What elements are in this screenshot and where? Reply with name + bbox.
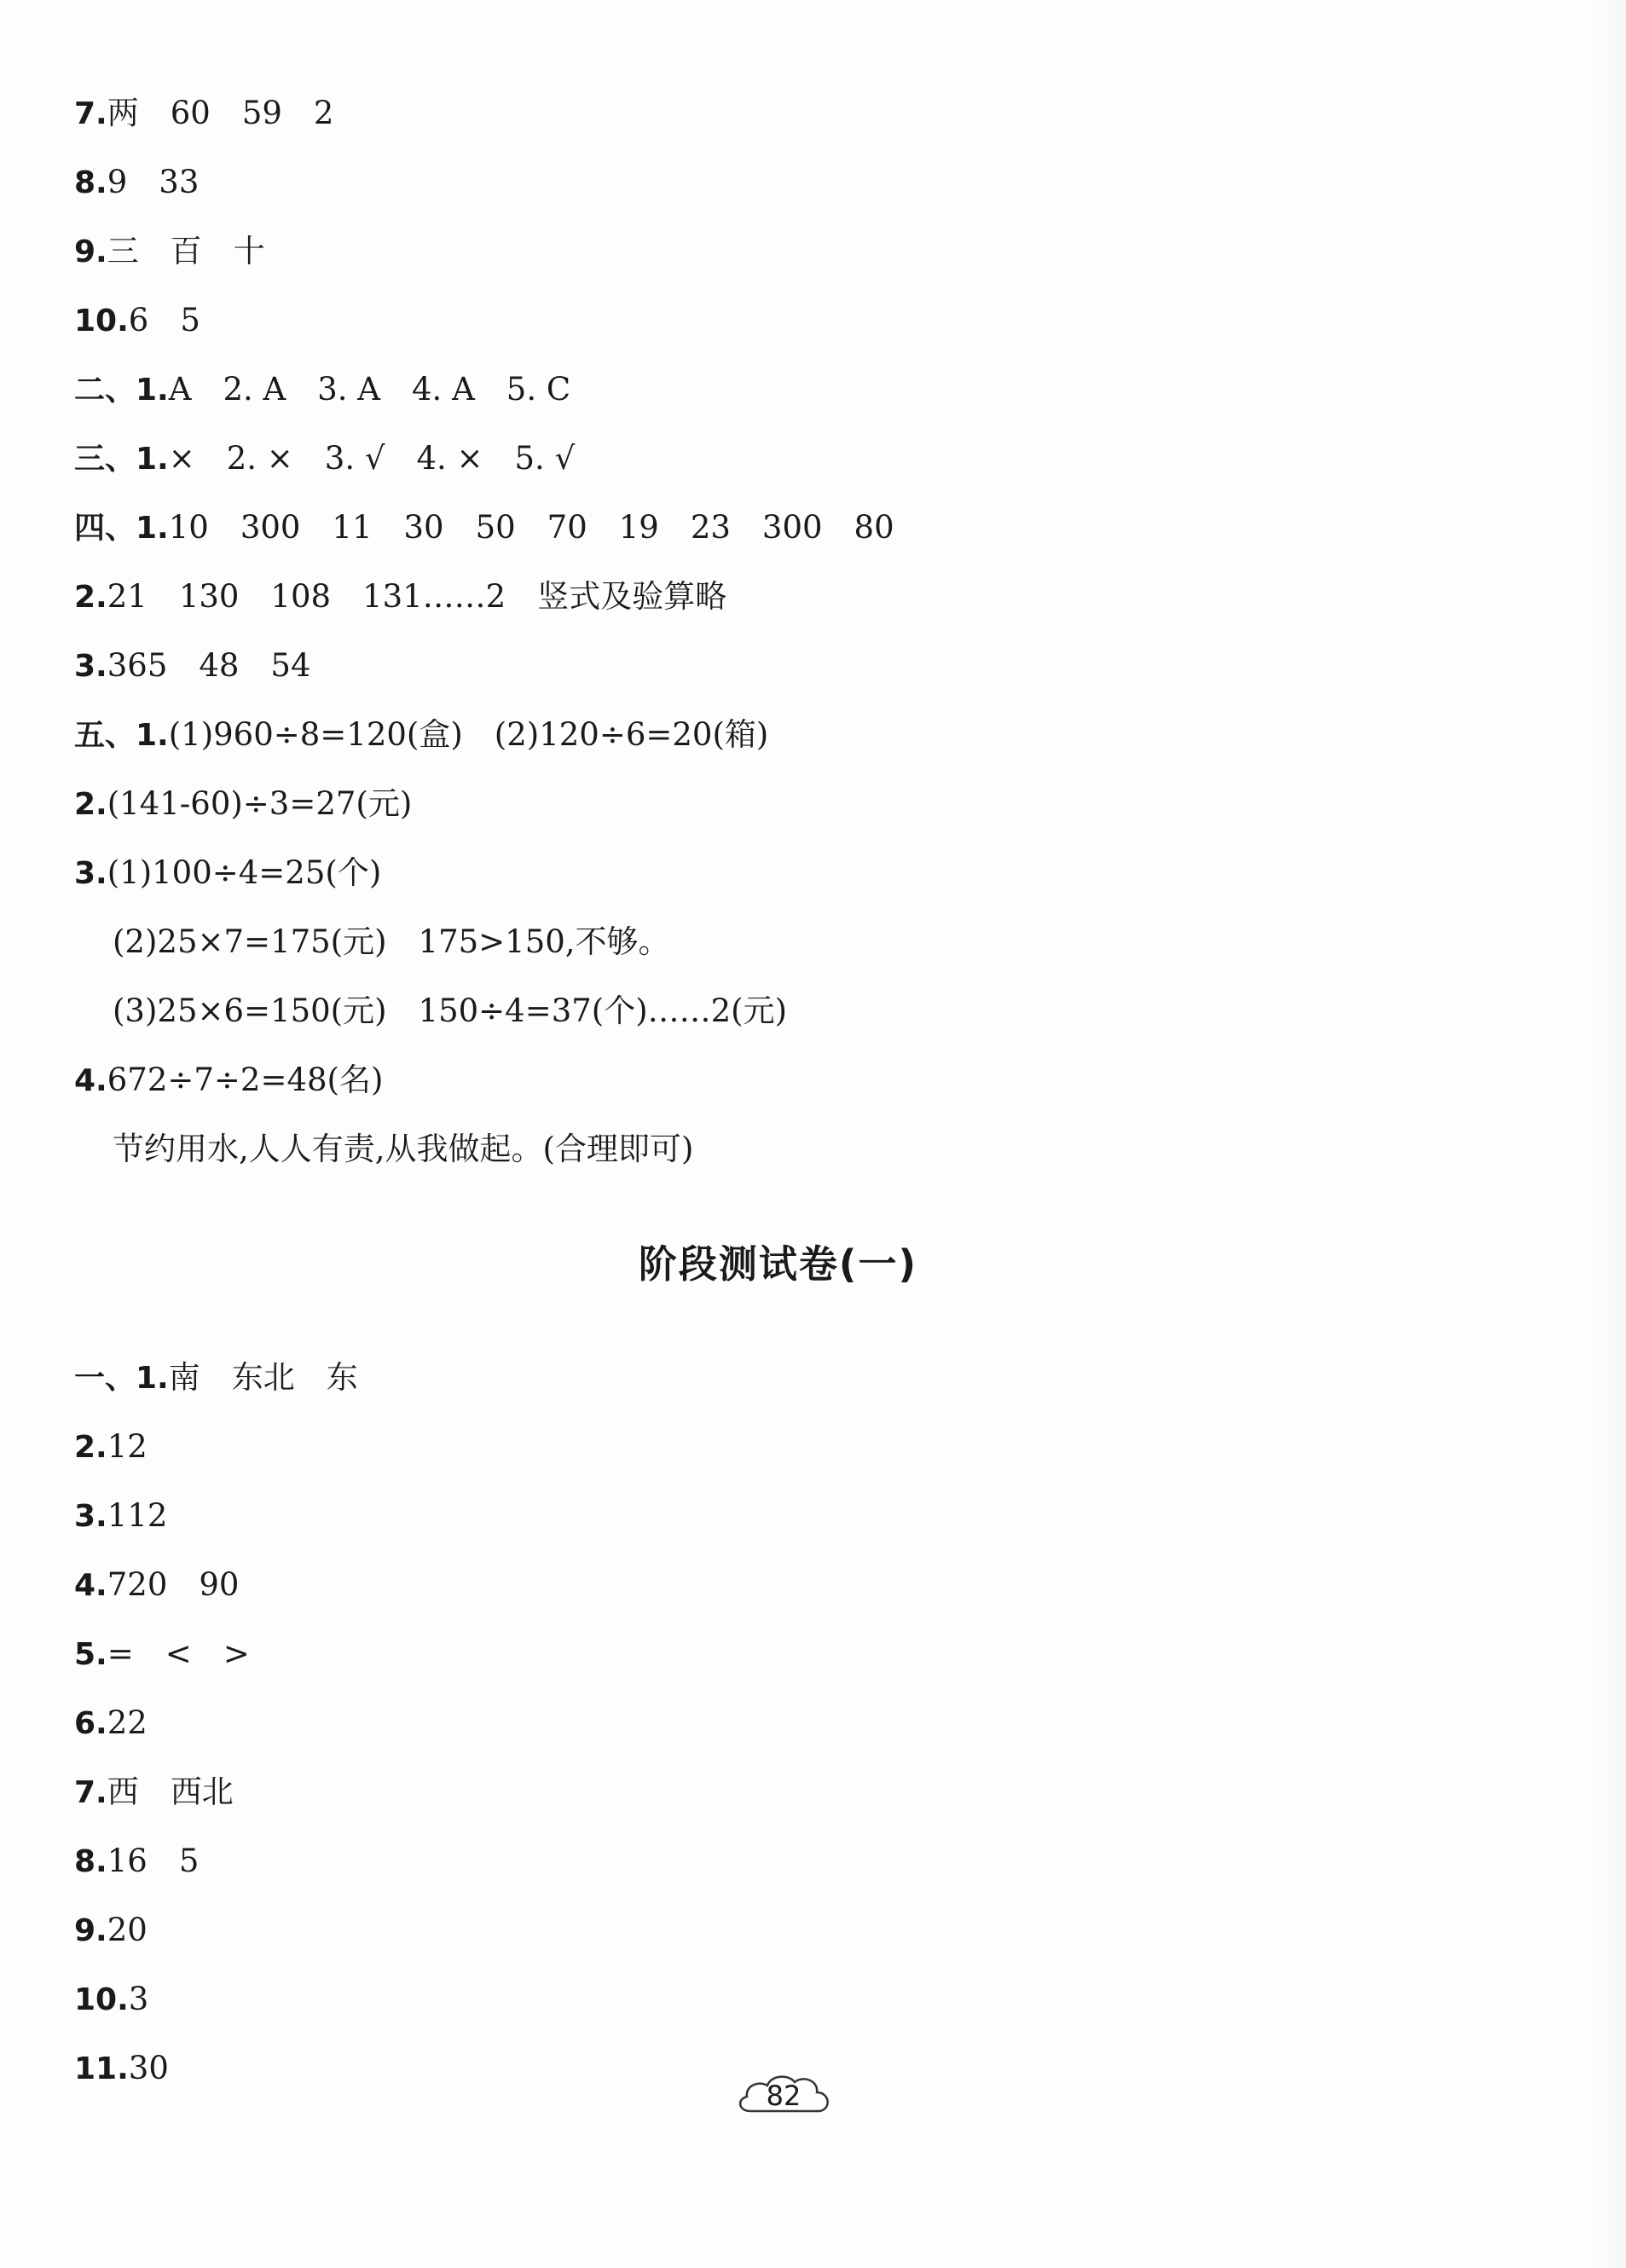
question-label: 7. bbox=[74, 96, 107, 131]
answer-text: 6 5 bbox=[128, 302, 200, 338]
question-label: 4. bbox=[74, 1063, 107, 1098]
answer-line bbox=[74, 571, 726, 622]
question-label: 3. bbox=[74, 1499, 107, 1534]
question-label: 6. bbox=[74, 1706, 107, 1741]
answer-text: (3)25×6=150(元) 150÷4=37(个)……2(元) bbox=[113, 992, 788, 1029]
question-label: 四、1. bbox=[74, 511, 169, 546]
question-label: 2. bbox=[74, 787, 107, 822]
answer-text: 672÷7÷2=48(名) bbox=[107, 1062, 384, 1098]
answer-text: 节约用水,人人有责,从我做起。(合理即可) bbox=[113, 1131, 694, 1167]
question-label: 五、1. bbox=[74, 718, 169, 753]
answer-text: 西 西北 bbox=[107, 1773, 234, 1810]
answer-line bbox=[113, 986, 787, 1037]
question-label: 5. bbox=[74, 1637, 107, 1672]
answer-text: 720 90 bbox=[107, 1566, 240, 1603]
answer-text: 21 130 108 131……2 竖式及验算略 bbox=[107, 578, 727, 615]
answer-text: (1)960÷8=120(盒) (2)120÷6=20(箱) bbox=[168, 716, 769, 753]
answer-line bbox=[74, 88, 333, 139]
answer-line bbox=[74, 1767, 234, 1818]
answer-text: 两 60 59 2 bbox=[107, 95, 334, 131]
question-label: 2. bbox=[74, 580, 107, 615]
question-label: 3. bbox=[74, 649, 107, 684]
answer-line bbox=[74, 1055, 383, 1106]
answer-line bbox=[74, 1905, 148, 1956]
question-label: 9. bbox=[74, 234, 107, 269]
answer-text: 30 bbox=[128, 2050, 169, 2086]
question-label: 三、1. bbox=[74, 442, 169, 477]
answer-line bbox=[74, 1836, 199, 1887]
answer-text: (2)25×7=175(元) 175>150,不够。 bbox=[113, 923, 670, 960]
answer-line bbox=[74, 709, 768, 761]
question-label: 7. bbox=[74, 1775, 107, 1810]
answer-text: 365 48 54 bbox=[107, 647, 311, 684]
answer-text: 112 bbox=[107, 1497, 168, 1534]
answer-text: 9 33 bbox=[107, 164, 200, 200]
question-label: 4. bbox=[74, 1568, 107, 1603]
answer-line bbox=[74, 364, 570, 415]
answer-text: (1)100÷4=25(个) bbox=[107, 854, 382, 891]
question-label: 2. bbox=[74, 1430, 107, 1465]
answer-line bbox=[113, 917, 670, 968]
answer-line bbox=[74, 1559, 239, 1611]
answer-text: 22 bbox=[107, 1704, 148, 1741]
answer-line bbox=[74, 1421, 148, 1472]
answer-line bbox=[113, 1124, 693, 1175]
question-label: 9. bbox=[74, 1913, 107, 1948]
answer-line bbox=[74, 1629, 250, 1680]
answer-line bbox=[74, 640, 311, 691]
answer-line bbox=[74, 848, 381, 899]
answer-line bbox=[74, 433, 575, 484]
answer-line bbox=[74, 502, 894, 553]
question-label: 二、1. bbox=[74, 373, 169, 408]
answer-text: 三 百 十 bbox=[107, 233, 265, 269]
question-label: 10. bbox=[74, 304, 129, 338]
scan-edge-shadow bbox=[1592, 0, 1626, 2268]
answer-text: 3 bbox=[128, 1981, 149, 2017]
answer-text: × 2. × 3. √ 4. × 5. √ bbox=[168, 440, 576, 477]
answer-line bbox=[74, 1352, 358, 1403]
page-number-badge bbox=[732, 2068, 836, 2123]
question-label: 10. bbox=[74, 1982, 129, 2017]
answer-text: 12 bbox=[107, 1428, 148, 1465]
answer-line bbox=[74, 778, 412, 830]
question-label: 8. bbox=[74, 165, 107, 200]
answer-text: A 2. A 3. A 4. A 5. C bbox=[168, 371, 571, 408]
question-label: 一、1. bbox=[74, 1361, 169, 1396]
answer-line bbox=[74, 157, 199, 208]
answer-line bbox=[74, 295, 200, 346]
section-title: 阶段测试卷(一) bbox=[638, 1241, 918, 1287]
answer-text: 10 300 11 30 50 70 19 23 300 80 bbox=[168, 509, 894, 546]
answer-line bbox=[74, 1974, 148, 2025]
question-label: 8. bbox=[74, 1844, 107, 1879]
answer-text: 南 东北 东 bbox=[168, 1359, 358, 1396]
answer-line bbox=[74, 2043, 169, 2094]
page-number: 82 bbox=[766, 2080, 801, 2112]
answer-text: 16 5 bbox=[107, 1843, 200, 1879]
answer-text: (141-60)÷3=27(元) bbox=[107, 785, 413, 822]
question-label: 11. bbox=[74, 2051, 129, 2086]
question-label: 3. bbox=[74, 856, 107, 891]
answer-line bbox=[74, 1490, 167, 1542]
answer-text: 20 bbox=[107, 1912, 148, 1948]
answer-text: = < > bbox=[107, 1635, 250, 1672]
answer-line bbox=[74, 226, 265, 277]
answer-line bbox=[74, 1698, 148, 1749]
